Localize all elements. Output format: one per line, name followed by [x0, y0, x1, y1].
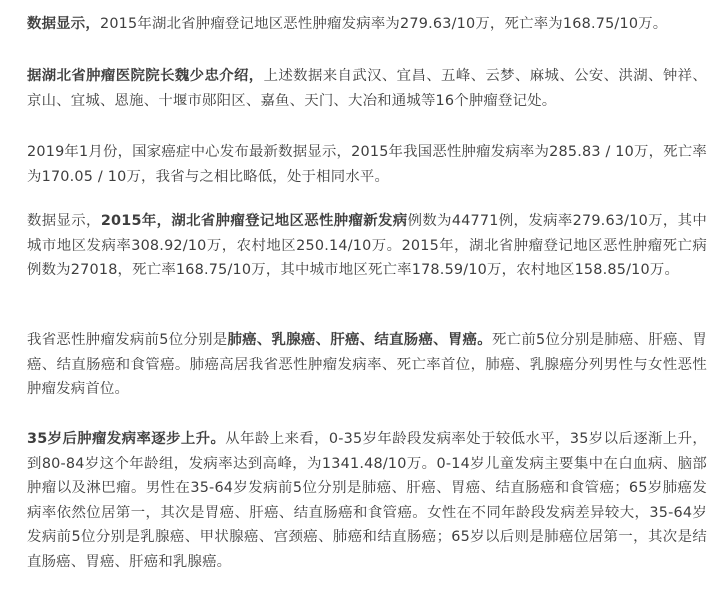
paragraph-age-trends — [27, 427, 707, 574]
paragraph-case-counts — [27, 209, 707, 283]
paragraph-text: 2015年湖北省肿瘤登记地区恶性肿瘤发病率为279.63/10万，死亡率为168.75/10万。 — [99, 16, 668, 32]
paragraph-incidence-summary — [27, 12, 707, 37]
paragraph-emphasis-bold: 肺癌、乳腺癌、肝癌、结直肠癌、胃癌。 — [227, 332, 492, 348]
paragraph-lead-bold: 数据显示， — [27, 16, 100, 32]
paragraph-registry-sources — [27, 64, 707, 113]
paragraph-text: 死亡前5位分别是肺癌、肝癌、胃癌、结直肠癌和食管癌。肺癌高居我省恶性肿瘤发病率、死亡率首位，肺癌、乳腺癌分列男性与女性恶性肿瘤发病首位。 — [27, 332, 707, 397]
paragraph-lead: 我省恶性肿瘤发病前5位分别是 — [27, 332, 228, 348]
paragraph-national-comparison — [27, 140, 707, 189]
paragraph-text: 2019年1月份，国家癌症中心发布最新数据显示，2015年我国恶性肿瘤发病率为285.83 / 10万，死亡率为170.05 / 10万，我省与之相比略低，处于相同水平。 — [27, 144, 707, 185]
paragraph-top-cancers — [27, 328, 707, 402]
paragraph-text: 例数为44771例，发病率279.63/10万，其中城市地区发病率308.92/10万，农村地区250.14/10万。2015年，湖北省肿瘤登记地区恶性肿瘤死亡病例数为27018，死亡率168.75/10万，其中城市地区死亡率178.59/10万，农村地区158.85/10万。 — [27, 213, 707, 278]
paragraph-text: 从年龄上来看，0-35岁年龄段发病率处于较低水平，35岁以后逐渐上升，到80-84岁这个年龄组，发病率达到高峰，为1341.48/10万。0-14岁儿童发病主要集中在白血病、脑部肿瘤以及淋巴瘤。男性在35-64岁发病前5位分别是肺癌、肝癌、胃癌、结直肠癌和食管癌；65岁肺癌发病率依然位居第一，其次是胃癌、肝癌、结直肠癌和食管癌。女性在不同年龄段发病差异较大，35-64岁发病前5位分别是乳腺癌、甲状腺癌、宫颈癌、肺癌和结直肠癌；65岁以后则是肺癌位居第一，其次是结直肠癌、胃癌、肝癌和乳腺癌。 — [27, 431, 707, 570]
paragraph-lead-bold: 据湖北省肿瘤医院院长魏少忠介绍， — [27, 68, 264, 84]
paragraph-text: 上述数据来自武汉、宜昌、五峰、云梦、麻城、公安、洪湖、钟祥、京山、宜城、恩施、十堰市郧阳区、嘉鱼、天门、大冶和通城等16个肿瘤登记处。 — [27, 68, 707, 109]
paragraph-lead: 数据显示， — [27, 213, 101, 229]
paragraph-lead-bold: 35岁后肿瘤发病率逐步上升。 — [27, 431, 226, 447]
paragraph-emphasis-bold: 2015年，湖北省肿瘤登记地区恶性肿瘤新发病 — [100, 213, 408, 229]
